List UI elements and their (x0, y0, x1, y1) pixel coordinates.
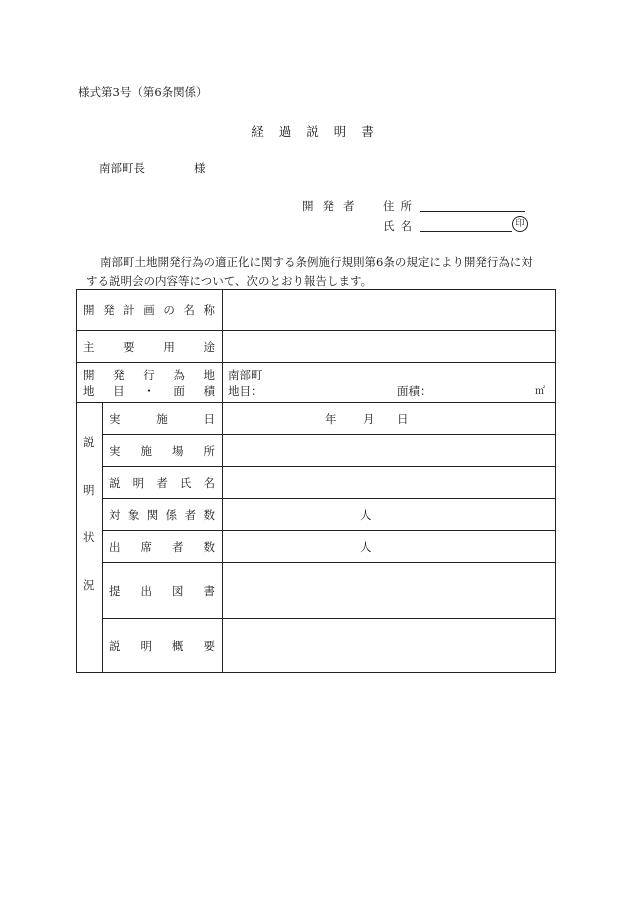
intro-line-2: する説明会の内容等について、次のとおり報告します。 (86, 274, 373, 288)
label-char: 要 (203, 639, 215, 653)
land-label (83, 383, 215, 399)
label-char: の (163, 303, 175, 317)
label-char: 発 (113, 368, 125, 382)
label-char: 途 (203, 340, 215, 354)
label-char: 目 (113, 384, 125, 398)
label-char: 数 (203, 508, 215, 522)
label-char: 地 (83, 384, 95, 398)
label-char: 行 (143, 368, 155, 382)
label-char: 為 (173, 368, 185, 382)
plan-name-field[interactable] (227, 296, 552, 324)
column-divider (222, 290, 223, 672)
site-value: 南部町 (228, 368, 263, 382)
label-char: 計 (123, 303, 135, 317)
label-char: 称 (203, 303, 215, 317)
address-label: 住所 (383, 199, 418, 213)
label-char: 者 (172, 540, 184, 554)
seal-icon: 印 (512, 216, 528, 232)
label-char: 要 (123, 340, 135, 354)
row-divider (102, 434, 555, 435)
label-char: 名 (203, 476, 215, 490)
label-char: 地 (203, 368, 215, 382)
area-unit: ㎡ (535, 386, 545, 397)
label-char: ・ (143, 384, 155, 398)
date-day-label: 日 (397, 412, 409, 426)
area-label: 面積： (397, 384, 432, 398)
address-field[interactable] (420, 211, 525, 212)
label-char: 積 (203, 384, 215, 398)
row-divider (77, 362, 555, 363)
label-char: 対 (109, 508, 121, 522)
plan-name-label (83, 302, 215, 318)
label-char: 発 (103, 303, 115, 317)
purpose-field[interactable] (227, 336, 552, 358)
label-char: 概 (172, 639, 184, 653)
label-char: 明 (132, 476, 145, 490)
target-count-unit: 人 (360, 508, 372, 522)
label-char: 施 (140, 444, 152, 458)
label-char: 名 (183, 303, 195, 317)
label-char: 実 (109, 412, 121, 426)
label-char: 提 (109, 584, 121, 598)
label-char: 面 (173, 384, 185, 398)
form-number: 様式第3号（第6条関係） (78, 85, 208, 99)
documents-label (109, 583, 215, 599)
name-field[interactable] (420, 231, 512, 232)
date-label (109, 411, 215, 427)
label-char: 象 (127, 508, 140, 522)
date-year-label: 年 (325, 412, 337, 426)
intro-paragraph (86, 253, 560, 291)
intro-line-1: 南部町土地開発行為の適正化に関する条例施行規則第6条の規定により開発行為に対 (100, 255, 533, 269)
label-char: 画 (143, 303, 155, 317)
label-char: 場 (172, 444, 184, 458)
row-divider (102, 618, 555, 619)
date-month-label: 月 (363, 412, 375, 426)
attendees-label (109, 539, 215, 555)
row-divider (102, 466, 555, 467)
label-char: 況 (83, 577, 95, 592)
addressee-name: 南部町長 (99, 161, 145, 175)
label-char: 説 (109, 476, 121, 490)
documents-field[interactable] (227, 566, 552, 614)
attendees-unit: 人 (360, 540, 372, 554)
label-char: 状 (83, 530, 95, 544)
label-char: 明 (83, 482, 95, 497)
label-char: 者 (156, 476, 168, 490)
label-char: 説 (109, 639, 121, 653)
label-char: 図 (172, 584, 184, 598)
label-char: 所 (203, 444, 215, 458)
label-char: 出 (109, 540, 121, 554)
label-char: 関 (146, 508, 159, 522)
report-form-table (76, 289, 556, 673)
label-char: 係 (165, 508, 178, 522)
addressee-honorific: 様 (194, 161, 206, 175)
target-count-label (109, 507, 215, 523)
addressee (99, 160, 206, 176)
row-divider (102, 530, 555, 531)
purpose-label (83, 339, 215, 355)
label-char: 主 (83, 340, 95, 354)
summary-field[interactable] (227, 622, 552, 668)
label-char: 明 (140, 639, 152, 653)
label-char: 実 (109, 444, 121, 458)
label-char: 席 (140, 540, 152, 554)
name-label: 氏名 (383, 219, 418, 233)
site-label (83, 367, 215, 383)
label-char: 者 (184, 508, 197, 522)
developer-label: 開発者 (302, 199, 364, 213)
presenter-field[interactable] (227, 470, 552, 494)
summary-label (109, 638, 215, 654)
place-label (109, 443, 215, 459)
label-char: 開 (83, 303, 95, 317)
label-char: 施 (156, 412, 168, 426)
explanation-status-label (83, 430, 96, 620)
label-char: 説 (83, 435, 95, 449)
place-field[interactable] (227, 438, 552, 462)
row-divider (102, 562, 555, 563)
label-char: 書 (203, 584, 215, 598)
label-char: 数 (203, 540, 215, 554)
row-divider (77, 330, 555, 331)
label-char: 日 (203, 412, 215, 426)
column-divider (102, 402, 103, 672)
row-divider (102, 498, 555, 499)
label-char: 用 (163, 340, 175, 354)
label-char: 開 (83, 368, 95, 382)
land-category-label: 地目： (228, 384, 263, 398)
presenter-label (109, 475, 215, 491)
label-char: 氏 (179, 476, 192, 490)
label-char: 出 (140, 584, 152, 598)
document-title: 経過説明書 (251, 124, 389, 139)
row-divider (77, 402, 555, 403)
